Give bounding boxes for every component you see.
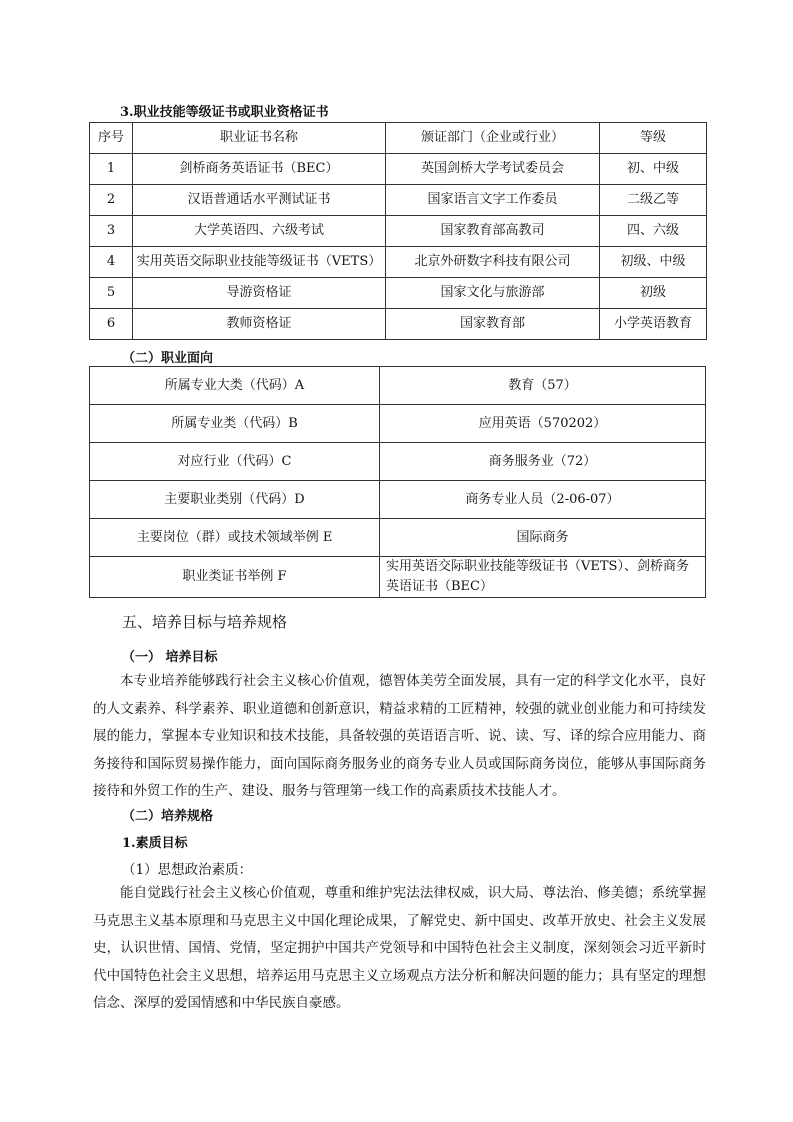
cert-cell: 初、中级 [600,154,707,185]
table-row [90,405,706,443]
career-label: 所属专业大类（代码）A [90,367,380,405]
goal-heading: （一） 培养目标 [122,650,218,665]
cert-cell: 教师资格证 [133,309,386,340]
cert-cell: 实用英语交际职业技能等级证书（VETS） [133,247,386,278]
career-value: 教育（57） [380,367,706,405]
career-label: 主要职业类别（代码）D [90,481,380,519]
cert-cell: 二级乙等 [600,185,707,216]
table-row [90,443,706,481]
political-heading: （1）思想政治素质： [122,862,253,878]
table-row [90,247,707,278]
table-row [90,154,707,185]
career-table [89,366,706,598]
cert-cell: 四、六级 [600,216,707,247]
cert-table-header-row [90,123,707,154]
table-row [90,278,707,309]
cert-cell: 国家语言文字工作委员 [386,185,600,216]
cert-cell: 5 [90,278,133,309]
cert-col-header: 颁证部门（企业或行业） [386,123,600,154]
table-row [90,309,707,340]
career-value: 商务专业人员（2-06-07） [380,481,706,519]
career-section-heading: （二）职业面向 [122,351,214,366]
cert-cell: 国家教育部 [386,309,600,340]
cert-section-heading: 3.职业技能等级证书或职业资格证书 [120,105,329,120]
table-row [90,519,706,557]
table-row [90,185,707,216]
spec-heading: （二）培养规格 [122,809,214,824]
table-row [90,216,707,247]
cert-cell: 初级、中级 [600,247,707,278]
cert-cell: 剑桥商务英语证书（BEC） [133,154,386,185]
cert-cell: 小学英语教育 [600,309,707,340]
table-row [90,367,706,405]
career-label: 主要岗位（群）或技术领域举例 E [90,519,380,557]
cert-cell: 国家文化与旅游部 [386,278,600,309]
cert-col-header: 等级 [600,123,707,154]
cert-cell: 2 [90,185,133,216]
career-value: 国际商务 [380,519,706,557]
cert-cell: 1 [90,154,133,185]
cert-cell: 汉语普通话水平测试证书 [133,185,386,216]
cert-cell: 初级 [600,278,707,309]
career-value: 实用英语交际职业技能等级证书（VETS）、剑桥商务英语证书（BEC） [380,557,706,598]
career-value: 应用英语（570202） [380,405,706,443]
cert-col-header: 序号 [90,123,133,154]
cert-table [89,122,707,340]
cert-cell: 3 [90,216,133,247]
cert-cell: 北京外研数字科技有限公司 [386,247,600,278]
cert-cell: 大学英语四、六级考试 [133,216,386,247]
table-row [90,557,706,598]
career-value: 商务服务业（72） [380,443,706,481]
cert-cell: 导游资格证 [133,278,386,309]
quality-heading: 1.素质目标 [122,836,188,851]
career-label: 对应行业（代码）C [90,443,380,481]
cert-cell: 6 [90,309,133,340]
career-label: 职业类证书举例 F [90,557,380,598]
cert-cell: 4 [90,247,133,278]
goal-paragraph: 本专业培养能够践行社会主义核心价值观，德智体美劳全面发展，具有一定的科学文化水平，良好的人文素养、科学素养、职业道德和创新意识，精益求精的工匠精神，较强的就业创业能力和可持续发展的能力，掌握本专业知识和技术技能，具备较强的英语语言听、说、读、写、译的综合应用能力、商务接待和国际贸易操作能力，面向国际商务服务业的商务专业人员或国际商务岗位，能够从事国际商务接待和外贸工作的生产、建设、服务与管理第一线工作的高素质技术技能人才。 [93,673,706,799]
cert-cell: 国家教育部高教司 [386,216,600,247]
career-label: 所属专业类（代码）B [90,405,380,443]
table-row [90,481,706,519]
cert-cell: 英国剑桥大学考试委员会 [386,154,600,185]
cert-col-header: 职业证书名称 [133,123,386,154]
political-paragraph: 能自觉践行社会主义核心价值观，尊重和维护宪法法律权威，识大局、尊法治、修美德；系统掌握马克思主义基本原理和马克思主义中国化理论成果，了解党史、新中国史、改革开放史、社会主义发展史，认识世情、国情、党情，坚定拥护中国共产党领导和中国特色社会主义制度，深刻领会习近平新时代中国特色社会主义思想，培养运用马克思主义立场观点方法分析和解决问题的能力；具有坚定的理想信念、深厚的爱国情感和中华民族自豪感。 [93,885,706,1011]
section-title: 五、培养目标与培养规格 [122,613,288,631]
